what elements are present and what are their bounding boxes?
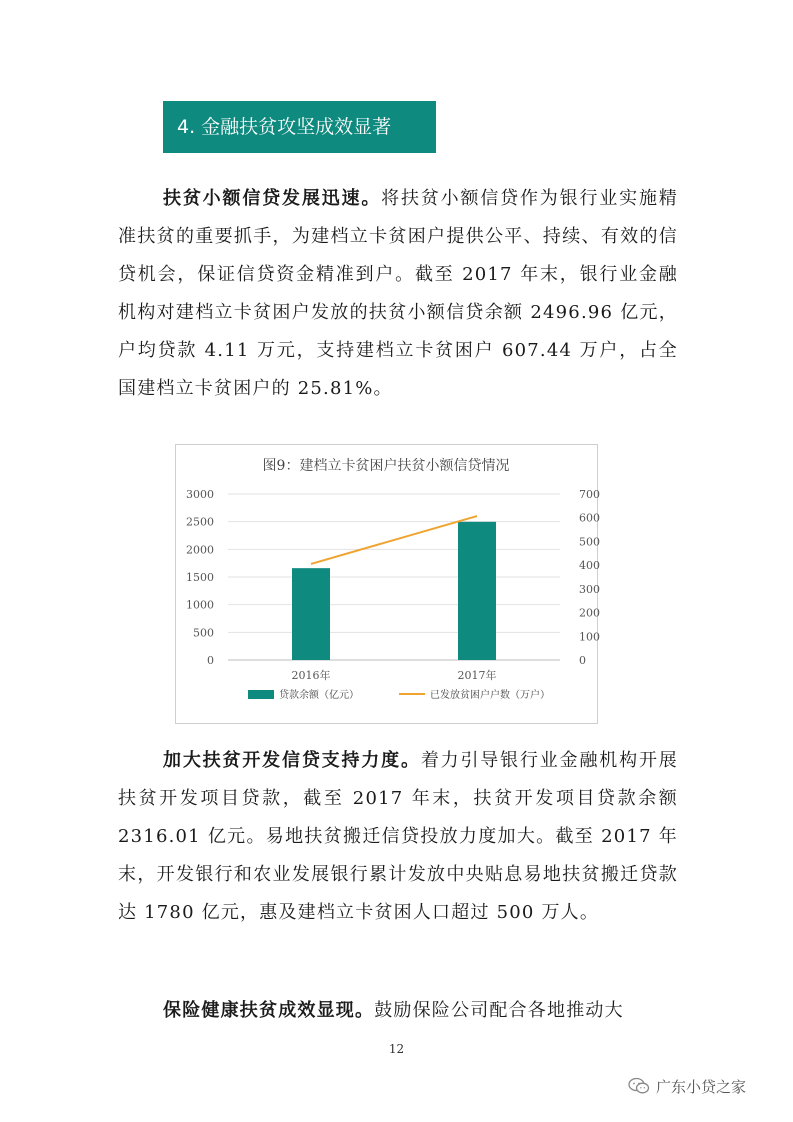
left-axis-tick-label: 500 xyxy=(193,626,214,640)
legend-label: 已发放贫困户户数（万户） xyxy=(430,690,550,701)
left-axis-tick-label: 3000 xyxy=(186,488,214,501)
right-axis-tick-label: 0 xyxy=(579,654,586,667)
wechat-icon xyxy=(628,1077,650,1095)
paragraph-body: 将扶贫小额信贷作为银行业实施精准扶贫的重要抓手，为建档立卡贫困户提供公平、持续、有效的信贷机会，保证信贷资金精准到户。截至 2017 年末，银行业金融机构对建档立卡贫困户发放的扶贫小额信贷余额 2496.96 亿元，户均贷款 4.11 万元，支持建档立卡贫困户 607.44 万户，占全国建档立卡贫困户的 25.81%。 xyxy=(118,188,679,399)
x-axis-tick-label: 2017年 xyxy=(457,669,497,682)
watermark xyxy=(628,1074,746,1098)
paragraph-project-loans xyxy=(118,742,678,932)
left-axis-tick-label: 1500 xyxy=(186,571,214,584)
section-heading: 4. 金融扶贫攻坚成效显著 xyxy=(163,101,436,153)
page-number: 12 xyxy=(388,1042,405,1056)
left-axis-tick-label: 1000 xyxy=(186,598,214,612)
paragraph-microcredit xyxy=(118,180,678,408)
chart-svg xyxy=(176,445,600,723)
left-axis-tick-label: 2500 xyxy=(186,515,214,529)
chart-title: 图9：建档立卡贫困户扶贫小额信贷情况 xyxy=(262,458,510,474)
watermark-text: 广东小贷之家 xyxy=(656,1077,747,1096)
paragraph-lead: 扶贫小额信贷发展迅速。 xyxy=(163,188,382,209)
paragraph-insurance xyxy=(118,992,678,1030)
right-axis-tick-label: 700 xyxy=(579,488,600,501)
paragraph-body: 鼓励保险公司配合各地推动大 xyxy=(374,1000,624,1021)
right-axis-tick-label: 100 xyxy=(579,630,600,644)
right-axis-tick-label: 600 xyxy=(579,511,600,525)
right-axis-tick-label: 400 xyxy=(579,559,600,573)
x-axis-tick-label: 2016年 xyxy=(291,669,331,682)
legend-label: 贷款余额（亿元） xyxy=(279,690,359,701)
left-axis-tick-label: 0 xyxy=(207,654,214,667)
legend-swatch-bar xyxy=(248,690,274,699)
paragraph-lead: 加大扶贫开发信贷支持力度。 xyxy=(163,750,421,771)
right-axis-tick-label: 500 xyxy=(579,535,600,549)
right-axis-tick-label: 300 xyxy=(579,582,600,596)
paragraph-body: 着力引导银行业金融机构开展扶贫开发项目贷款，截至 2017 年末，扶贫开发项目贷款余额 2316.01 亿元。易地扶贫搬迁信贷投放力度加大。截至 2017 年末，开发银行和农业发展银行累计发放中央贴息易地扶贫搬迁贷款达 1780 亿元，惠及建档立卡贫困人口超过 500 万人。 xyxy=(118,750,678,923)
left-axis-tick-label: 2000 xyxy=(186,543,214,557)
bar-1 xyxy=(292,568,330,660)
chart-figure-9 xyxy=(175,444,598,724)
right-axis-tick-label: 200 xyxy=(579,606,600,620)
paragraph-lead: 保险健康扶贫成效显现。 xyxy=(163,1000,375,1021)
bar-2 xyxy=(458,522,496,660)
series-line xyxy=(311,516,477,564)
